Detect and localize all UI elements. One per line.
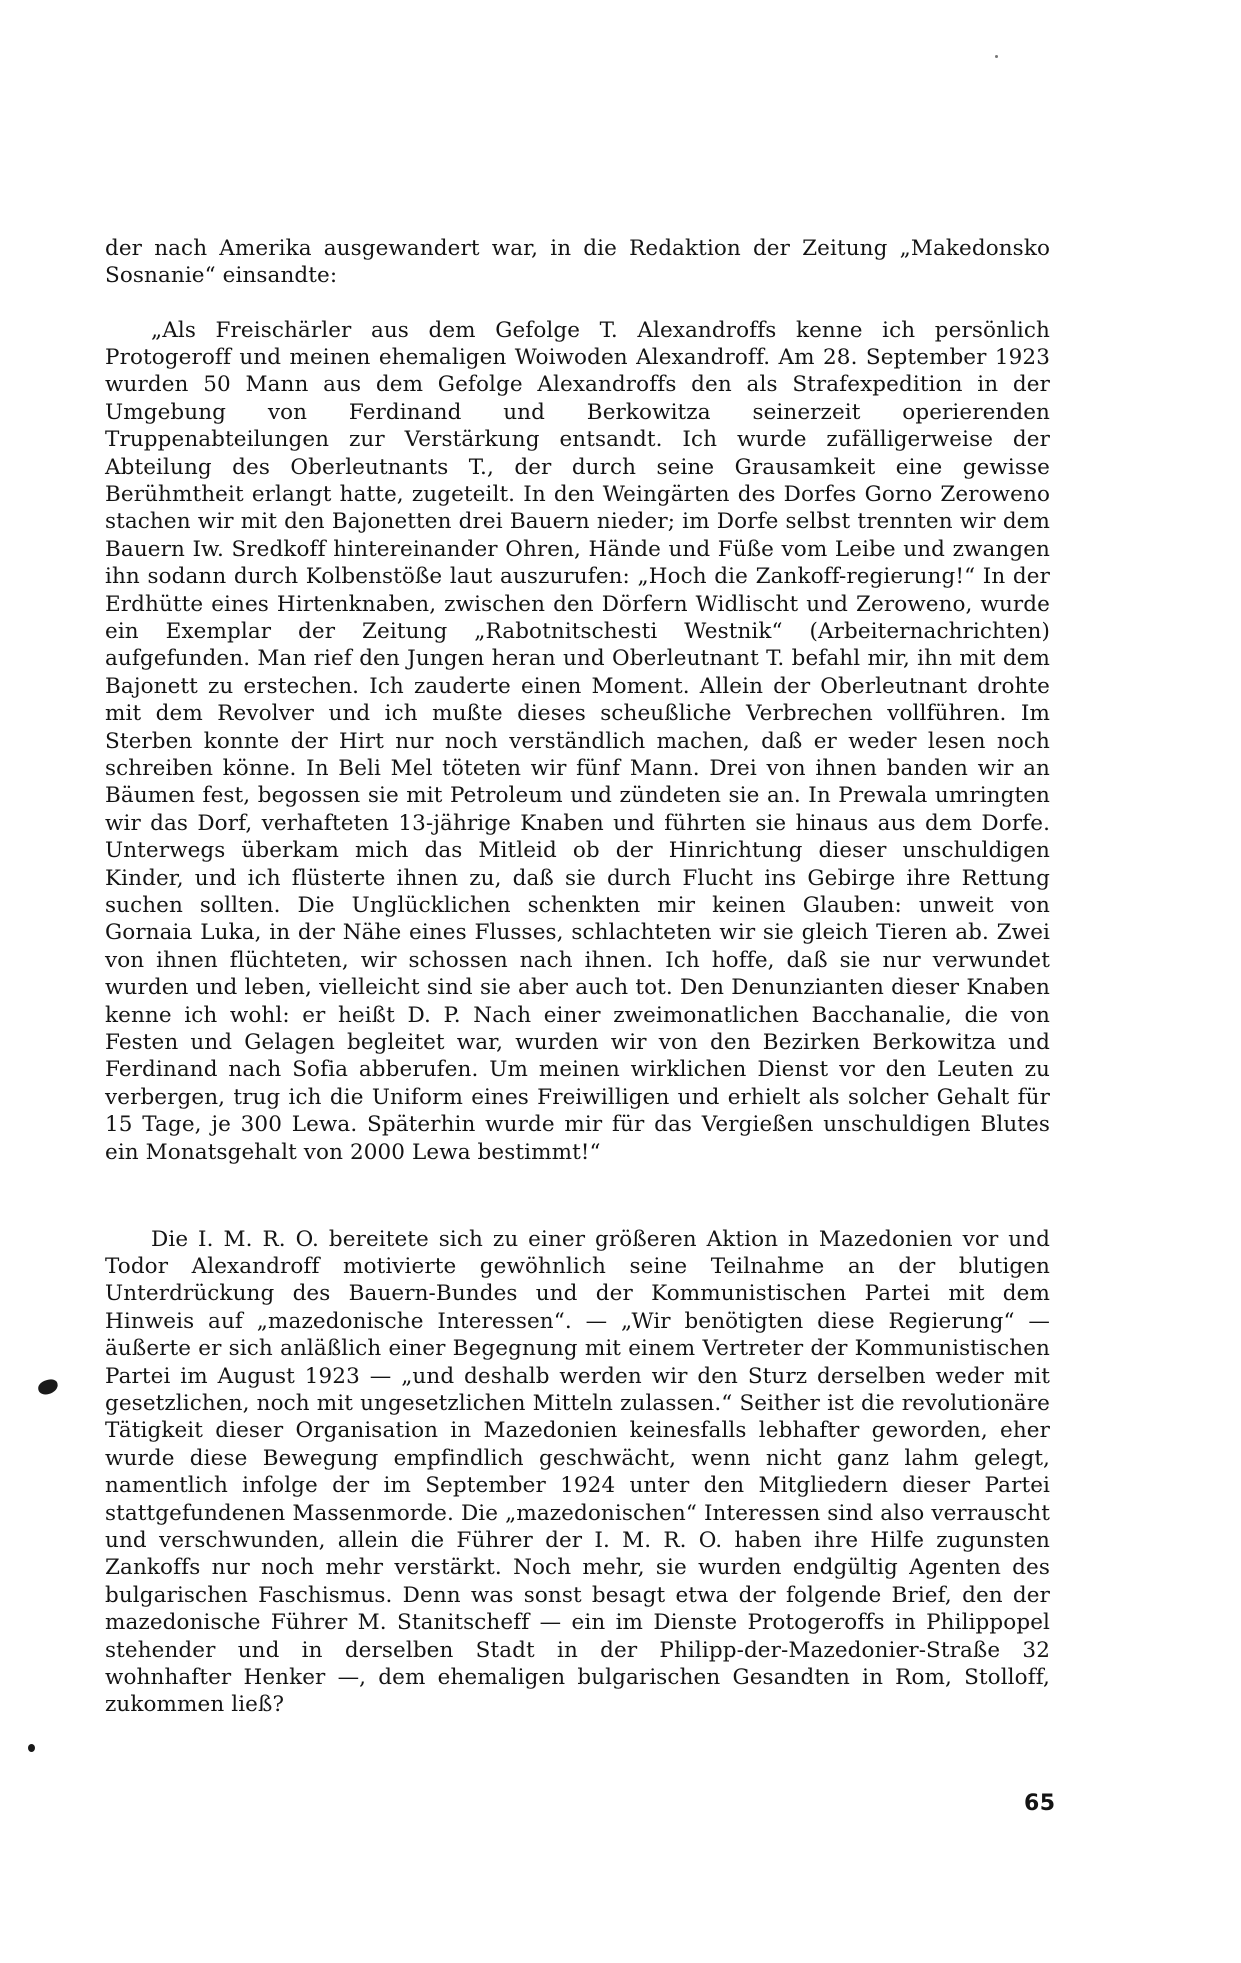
intro-paragraph: der nach Amerika ausgewandert war, in die Redaktion der Zeitung „Makedonsko Sosnanie“ einsandte: bbox=[105, 235, 1050, 288]
body-paragraph: Die I. M. R. O. bereitete sich zu einer größeren Aktion in Mazedonien vor und Todor Alexandroff motivierte gewöhnlich seine Teilnahme an der blutigen Unterdrückung des Bauern-Bundes und der Kommunistischen Partei mit dem Hinweis auf „mazedonische Interessen“. — „Wir benötigten diese Regierung“ — äußerte er sich anläßlich einer Begegnung mit einem Vertreter der Kommunistischen Partei im August 1923 — „und deshalb werden wir den Sturz derselben weder mit gesetzlichen, noch mit ungesetzlichen Mitteln zulassen.“ Seither ist die revolutionäre Tätigkeit dieser Organisation in Mazedonien keinesfalls lebhafter geworden, eher wurde diese Bewegung empfindlich geschwächt, wenn nicht ganz lahm gelegt, namentlich infolge der im September 1924 unter den Mitgliedern dieser Partei stattgefundenen Massenmorde. Die „mazedonischen“ Interessen sind also verrauscht und verschwunden, allein die Führer der I. M. R. O. haben ihre Hilfe zugunsten Zankoffs nur noch mehr verstärkt. Noch mehr, sie wurden endgültig Agenten des bulgarischen Faschismus. Denn was sonst besagt etwa der folgende Brief, den der mazedonische Führer M. Stanitscheff — ein im Dienste Protogeroffs in Philippopel stehender und in derselben Stadt in der Philipp-der-Mazedonier-Straße 32 wohnhafter Henker —, dem ehemaligen bulgarischen Gesandten in Rom, Stolloff, zukommen ließ? bbox=[105, 1226, 1050, 1718]
ink-smudge-mark bbox=[37, 1378, 60, 1397]
speck-mark bbox=[995, 55, 998, 58]
ink-dot-mark bbox=[28, 1744, 35, 1752]
page-number: 65 bbox=[1024, 1791, 1056, 1816]
quoted-letter-paragraph: „Als Freischärler aus dem Gefolge T. Alexandroffs kenne ich persönlich Protogeroff und meinen ehemaligen Woiwoden Alexandroff. Am 28. September 1923 wurden 50 Mann aus dem Gefolge Alexandroffs den als Strafexpedition in der Umgebung von Ferdinand und Berkowitza seinerzeit operierenden Truppenabteilungen zur Verstärkung entsandt. Ich wurde zufälligerweise der Abteilung des Oberleutnants T., der durch seine Grausamkeit eine gewisse Berühmtheit erlangt hatte, zugeteilt. In den Weingärten des Dorfes Gorno Zeroweno stachen wir mit den Bajonetten drei Bauern nieder; im Dorfe selbst trennten wir dem Bauern Iw. Sredkoff hintereinander Ohren, Hände und Füße vom Leibe und zwangen ihn sodann durch Kolbenstöße laut auszurufen: „Hoch die Zankoff-regierung!“ In der Erdhütte eines Hirtenknaben, zwischen den Dörfern Widlischt und Zeroweno, wurde ein Exemplar der Zeitung „Rabotnitschesti Westnik“ (Arbeiternachrichten) aufgefunden. Man rief den Jungen heran und Oberleutnant T. befahl mir, ihn mit dem Bajonett zu erstechen. Ich zauderte einen Moment. Allein der Oberleutnant drohte mit dem Revolver und ich mußte dieses scheußliche Verbrechen vollführen. Im Sterben konnte der Hirt nur noch verständlich machen, daß er weder lesen noch schreiben könne. In Beli Mel töteten wir fünf Mann. Drei von ihnen banden wir an Bäumen fest, begossen sie mit Petroleum und zündeten sie an. In Prewala umringten wir das Dorf, verhafteten 13-jährige Knaben und führten sie hinaus aus dem Dorfe. Unterwegs überkam mich das Mitleid ob der Hinrichtung dieser unschuldigen Kinder, und ich flüsterte ihnen zu, daß sie durch Flucht ins Gebirge ihre Rettung suchen sollten. Die Unglücklichen schenkten mir keinen Glauben: unweit von Gornaia Luka, in der Nähe eines Flusses, schlachteten wir sie gleich Tieren ab. Zwei von ihnen flüchteten, wir schossen nach ihnen. Ich hoffe, daß sie nur verwundet wurden und leben, vielleicht sind sie aber auch tot. Den Denunzianten dieser Knaben kenne ich wohl: er heißt D. P. Nach einer zweimonatlichen Bacchanalie, die von Festen und Gelagen begleitet war, wurden wir von den Bezirken Berkowitza und Ferdinand nach Sofia abberufen. Um meinen wirklichen Dienst vor den Leuten zu verbergen, trug ich die Uniform eines Freiwilligen und erhielt als solcher Gehalt für 15 Tage, je 300 Lewa. Späterhin wurde mir für das Vergießen unschuldigen Blutes ein Monatsgehalt von 2000 Lewa bestimmt!“ bbox=[105, 317, 1050, 1165]
